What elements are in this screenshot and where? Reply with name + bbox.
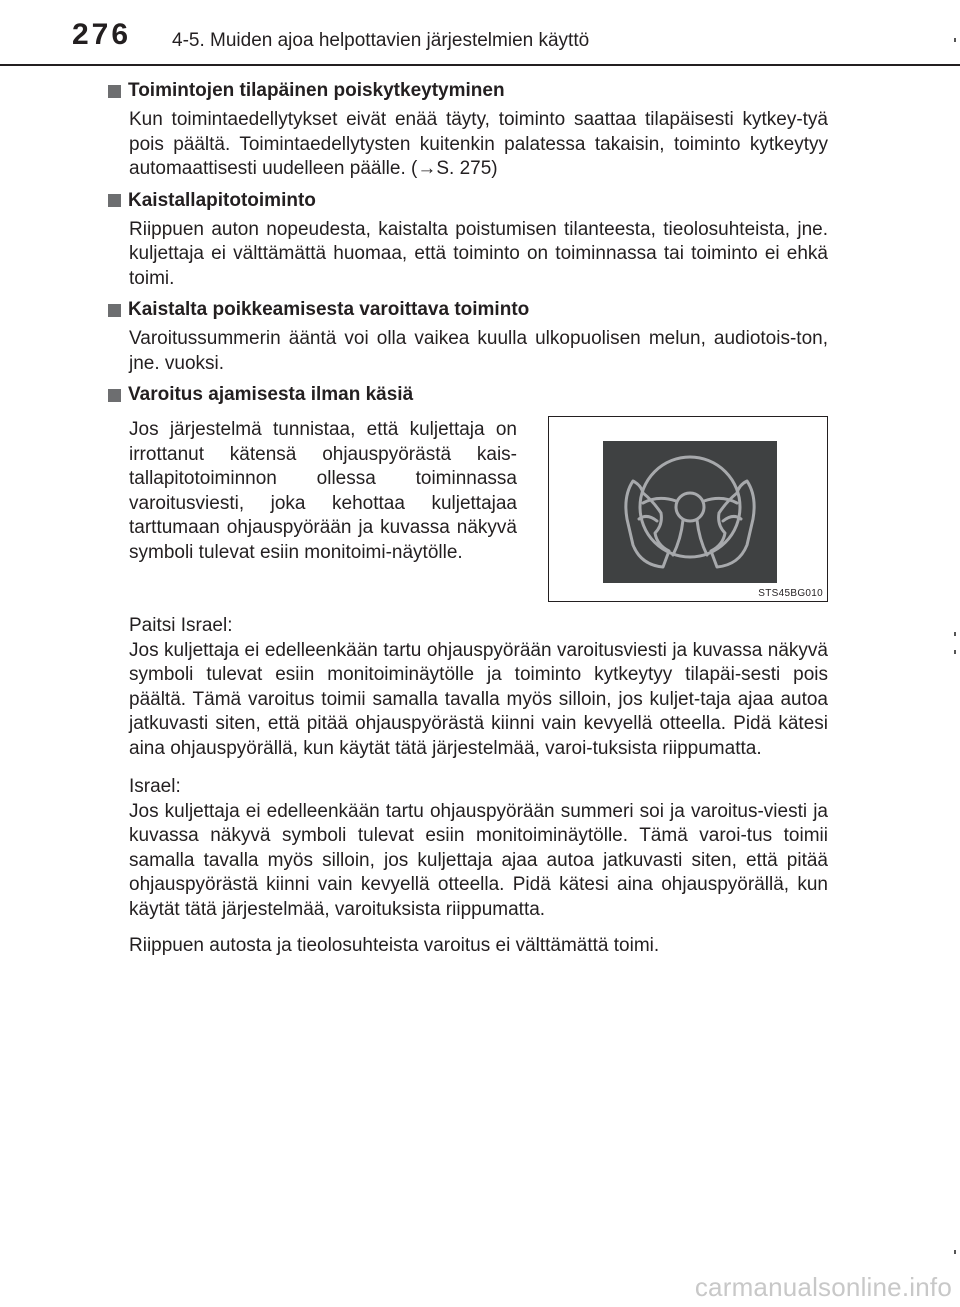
heading-text: Varoitus ajamisesta ilman käsiä (128, 384, 414, 405)
figure-code: STS45BG010 (758, 588, 823, 599)
square-bullet-icon (108, 389, 121, 402)
section-heading (108, 188, 828, 214)
region-text: Jos kuljettaja ei edelleenkään tartu ohjauspyörään summeri soi ja varoitus-viesti ja kuvassa näkyvä symboli tulevat esiin monitoiminäytölle. Tämä varoi-tus toimii samalla tavalla myös silloin, jos kuljettaja ajaa autoa jatkuvasti siten, että pitää ohjauspyörästä kiinni vain kevyellä otteella. Pidä kätesi aina ohjauspyörällä, kun käytät tätä järjestelmää, varoituksista riippumatta. (129, 800, 828, 920)
closing-paragraph: Riippuen autosta ja tieolosuhteista varoitus ei välttämättä toimi. (129, 935, 660, 956)
figure-side-text: Jos järjestelmä tunnistaa, että kuljettaja on irrottanut kätensä ohjauspyörästä kais-tallapitotoiminnon ollessa toiminnassa varoitusviesti, joka kehottaa kuljettajaa tarttumaan ohjauspyörään ja kuvassa näkyvä symboli tulevat esiin monitoimi-näytölle. (129, 419, 517, 563)
region-label: Israel: (129, 776, 181, 797)
paragraph: Kun toimintaedellytykset eivät enää täyty, toiminto saattaa tilapäisesti kytkey-tyä pois päältä. Toimintaedellytysten kuitenkin palatessa takaisin, toiminto kytkeytyy automaattisesti uudelleen päälle. (→S. 275) (129, 109, 828, 179)
region-text: Jos kuljettaja ei edelleenkään tartu ohjauspyörään varoitusviesti ja kuvassa näkyvä symboli tulevat esiin monitoiminäytölle ja toiminto kytkeytyy tilapäi-sesti pois päältä. Tämä varoitus toimii samalla tavalla myös silloin, jos kuljet-taja ajaa autoa jatkuvasti siten, että pitää ohjauspyörästä kiinni vain kevyellä otteella. Pidä kätesi aina ohjauspyörällä, kun käytät tätä järjestelmää, varoi-tuksista riippumatta. (129, 639, 828, 759)
paragraph: Varoitussummerin ääntä voi olla vaikea kuulla ulkopuolisen melun, audiotois-ton, jne. vuoksi. (129, 328, 828, 374)
heading-text: Kaistalta poikkeamisesta varoittava toiminto (128, 299, 530, 320)
text-with-figure (108, 416, 828, 602)
section-heading (108, 297, 828, 323)
main-content (108, 72, 828, 959)
page-number: 276 (72, 18, 132, 51)
heading-text: Toimintojen tilapäinen poiskytkeytyminen (128, 80, 505, 101)
region-label: Paitsi Israel: (129, 615, 233, 636)
paragraph-israel (129, 775, 828, 922)
square-bullet-icon (108, 85, 121, 98)
paragraph: Riippuen auton nopeudesta, kaistalta poistumisen tilanteesta, tieolosuhteista, jne. kuljettaja ei välttämättä huomaa, että toiminto on toiminnassa tai toiminto ei ehkä toimi. (129, 218, 828, 289)
edge-mark (954, 650, 956, 654)
section-hands-off-warning (108, 382, 828, 959)
square-bullet-icon (108, 304, 121, 317)
section-lane-keeping (108, 188, 828, 292)
section-heading (108, 382, 828, 408)
edge-mark (954, 38, 956, 42)
edge-mark (954, 1250, 956, 1254)
edge-mark (954, 632, 956, 636)
header-rule (0, 64, 960, 66)
paragraph-except-israel (129, 614, 828, 761)
square-bullet-icon (108, 194, 121, 207)
section-temporary-disable (108, 78, 828, 182)
header-title: 4-5. Muiden ajoa helpottavien järjestelmien käyttö (172, 30, 590, 51)
figure-frame (548, 416, 828, 602)
watermark: carmanualsonline.info (694, 1272, 952, 1302)
section-lane-departure (108, 297, 828, 376)
steering-wheel-hands-icon (603, 441, 777, 583)
heading-text: Kaistallapitotoiminto (128, 189, 316, 211)
section-heading (108, 78, 828, 104)
